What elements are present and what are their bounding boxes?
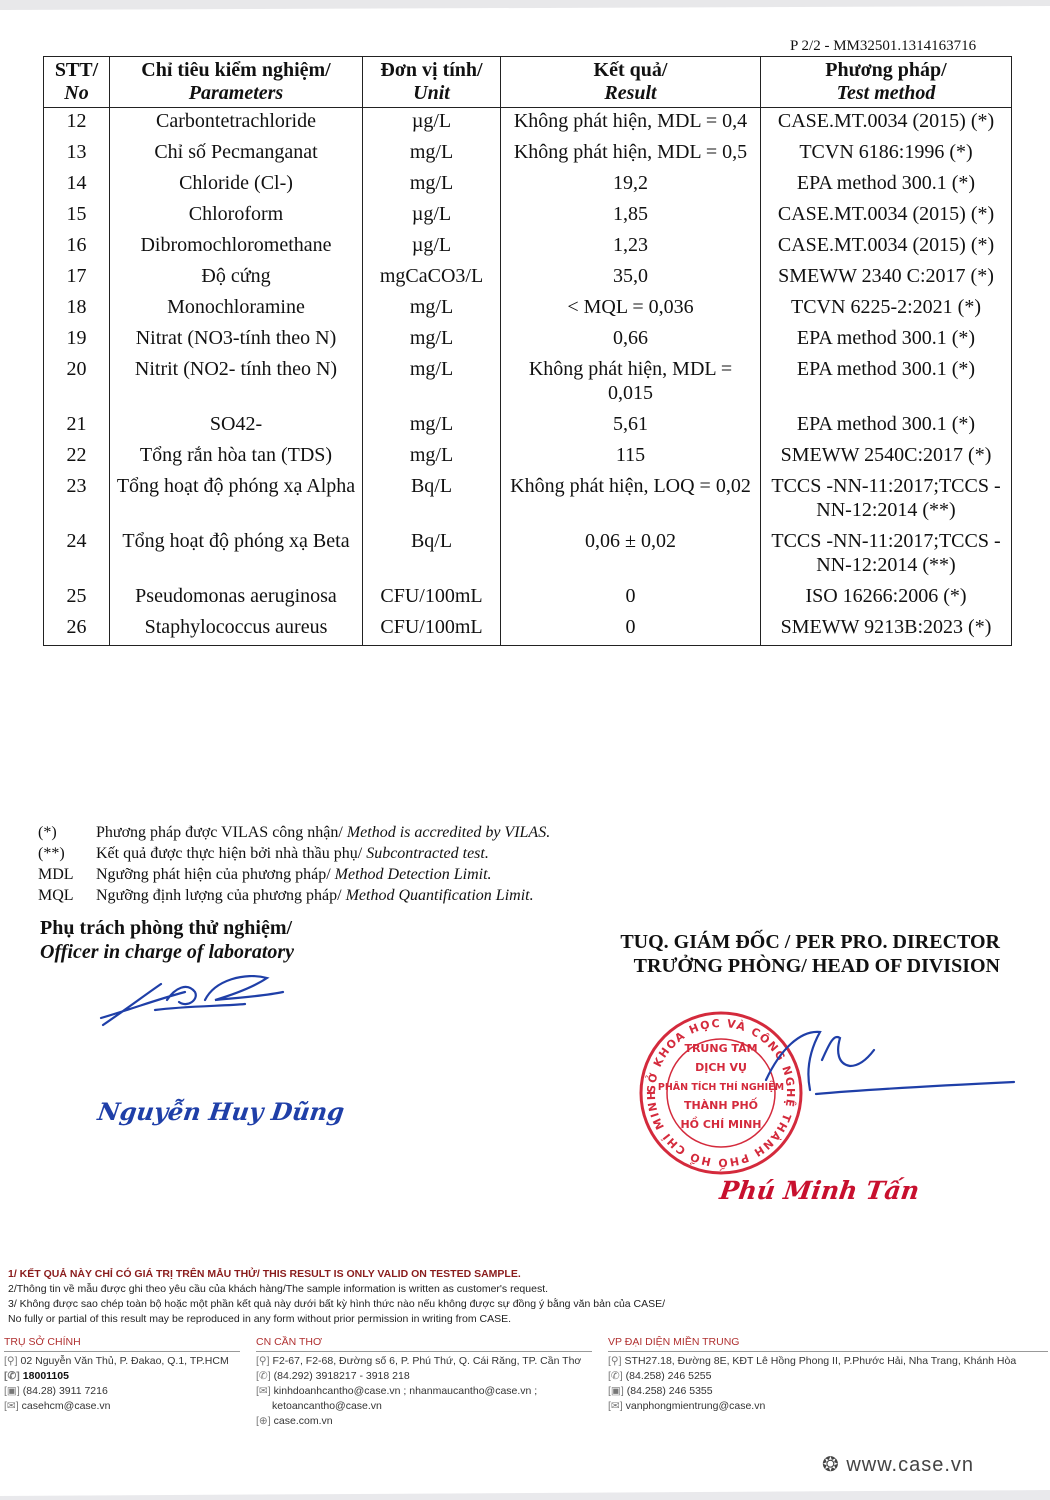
cell-unit: mgCaCO3/L bbox=[363, 263, 501, 294]
cell-method: EPA method 300.1 (*) bbox=[761, 170, 1012, 201]
results-table bbox=[43, 56, 1012, 646]
cell-result: Không phát hiện, MDL = 0,015 bbox=[501, 356, 761, 411]
note-symbol: MQL bbox=[38, 887, 74, 904]
cell-unit: CFU/100mL bbox=[363, 614, 501, 646]
table-row bbox=[44, 263, 1012, 294]
header-no: STT/ No bbox=[44, 57, 110, 108]
office-title: TRỤ SỞ CHÍNH bbox=[4, 1335, 240, 1352]
cell-method: SMEWW 2540C:2017 (*) bbox=[761, 442, 1012, 473]
cell-result: 5,61 bbox=[501, 411, 761, 442]
cell-param: Chloride (Cl-) bbox=[110, 170, 363, 201]
phone-icon: [✆] bbox=[608, 1370, 623, 1382]
cell-result: 0,66 bbox=[501, 325, 761, 356]
cell-result: 1,85 bbox=[501, 201, 761, 232]
header-method: Phương pháp/ Test method bbox=[761, 57, 1012, 108]
cell-method: SMEWW 2340 C:2017 (*) bbox=[761, 263, 1012, 294]
legend-notes bbox=[38, 822, 550, 906]
cell-param: Carbontetrachloride bbox=[110, 108, 363, 140]
note-vi: Ngưỡng phát hiện của phương pháp/ bbox=[96, 866, 331, 883]
header-unit: Đơn vị tính/ Unit bbox=[363, 57, 501, 108]
website[interactable]: ❂ www.case.vn bbox=[822, 1454, 975, 1476]
cell-no: 26 bbox=[44, 614, 110, 646]
page-number: P 2/2 - MM32501.1314163716 bbox=[790, 38, 977, 54]
table-row bbox=[44, 473, 1012, 528]
note-symbol: (*) bbox=[38, 824, 57, 841]
officer-block bbox=[40, 916, 294, 964]
cell-no: 23 bbox=[44, 473, 110, 528]
cell-unit: Bq/L bbox=[363, 473, 501, 528]
cell-result: < MQL = 0,036 bbox=[501, 294, 761, 325]
director-name: Phú Minh Tấn bbox=[717, 1176, 922, 1205]
cell-method: CASE.MT.0034 (2015) (*) bbox=[761, 201, 1012, 232]
note-item bbox=[38, 843, 550, 864]
officer-signature bbox=[95, 970, 285, 1032]
note-vi: Ngưỡng định lượng của phương pháp/ bbox=[96, 887, 342, 904]
cell-param: Dibromochloromethane bbox=[110, 232, 363, 263]
disclaimer-line: 1/ KẾT QUẢ NÀY CHỈ CÓ GIÁ TRỊ TRÊN MẪU THỬ/ THIS RESULT IS ONLY VALID ON TESTED SAMPLE. bbox=[8, 1268, 521, 1280]
cell-param: Tổng hoạt độ phóng xạ Beta bbox=[110, 528, 363, 583]
office-central: VP ĐẠI DIỆN MIỀN TRUNG [⚲] STH27.18, Đường 8E, KĐT Lê Hồng Phong II, P.Phước Hải, Nha Trang, Khánh Hòa [✆] (84.258) 246 5255 [▣] (84.258) 246 5355 [✉] vanphongmientrung@case.vn bbox=[608, 1335, 1048, 1414]
cell-no: 21 bbox=[44, 411, 110, 442]
cell-method: EPA method 300.1 (*) bbox=[761, 411, 1012, 442]
director-signature bbox=[760, 1020, 1020, 1100]
cell-param: Nitrat (NO3-tính theo N) bbox=[110, 325, 363, 356]
note-symbol: MDL bbox=[38, 866, 74, 883]
table-row bbox=[44, 356, 1012, 411]
fax-icon: [▣] bbox=[608, 1385, 624, 1397]
note-symbol: (**) bbox=[38, 845, 65, 862]
location-icon: [⚲] bbox=[256, 1355, 270, 1367]
office-title: VP ĐẠI DIỆN MIỀN TRUNG bbox=[608, 1335, 1048, 1352]
cell-method: ISO 16266:2006 (*) bbox=[761, 583, 1012, 614]
office-title: CN CẦN THƠ bbox=[256, 1335, 592, 1352]
cell-result: 0 bbox=[501, 583, 761, 614]
cell-no: 22 bbox=[44, 442, 110, 473]
officer-name: Nguyễn Huy Dũng bbox=[95, 1097, 347, 1126]
table-header-row bbox=[44, 57, 1012, 108]
phone-icon: [✆] bbox=[256, 1370, 271, 1382]
cell-param: Staphylococcus aureus bbox=[110, 614, 363, 646]
table-row bbox=[44, 201, 1012, 232]
cell-param: SO42- bbox=[110, 411, 363, 442]
cell-param: Tổng hoạt độ phóng xạ Alpha bbox=[110, 473, 363, 528]
mail-icon: [✉] bbox=[608, 1400, 623, 1412]
svg-text:HỒ CHÍ MINH: HỒ CHÍ MINH bbox=[680, 1118, 762, 1131]
cell-method: SMEWW 9213B:2023 (*) bbox=[761, 614, 1012, 646]
disclaimer-line: 3/ Không được sao chép toàn bộ hoặc một phần kết quả này dưới bất kỳ hình thức nào nếu không được sự đồng ý bằng văn bản của CASE/ bbox=[8, 1298, 666, 1310]
cell-method: CASE.MT.0034 (2015) (*) bbox=[761, 108, 1012, 140]
cell-unit: mg/L bbox=[363, 442, 501, 473]
note-en: Method Detection Limit. bbox=[334, 866, 492, 883]
note-vi: Kết quả được thực hiện bởi nhà thầu phụ/ bbox=[96, 845, 363, 862]
cell-unit: mg/L bbox=[363, 325, 501, 356]
officer-title-en: Officer in charge of laboratory bbox=[40, 941, 295, 963]
cell-param: Tổng rắn hòa tan (TDS) bbox=[110, 442, 363, 473]
office-cantho: CN CẦN THƠ [⚲] F2-67, F2-68, Đường số 6, P. Phú Thứ, Q. Cái Răng, TP. Cần Thơ [✆] (84.292) 3918217 - 3918 218 [✉] kinhdoanhcantho@case.vn ; nhanmaucantho@case.vn ; ketoancantho@case.vn [⊕] case.com.vn bbox=[256, 1335, 592, 1429]
cell-result: 19,2 bbox=[501, 170, 761, 201]
cell-no: 15 bbox=[44, 201, 110, 232]
note-en: Method Quantification Limit. bbox=[345, 887, 534, 904]
globe-icon: ❂ bbox=[822, 1454, 847, 1476]
cell-method: TCCS -NN-11:2017;TCCS -NN-12:2014 (**) bbox=[761, 473, 1012, 528]
fax-icon: [▣] bbox=[4, 1385, 20, 1397]
svg-text:THÀNH PHỐ: THÀNH PHỐ bbox=[683, 1099, 759, 1112]
cell-no: 17 bbox=[44, 263, 110, 294]
cell-result: Không phát hiện, LOQ = 0,02 bbox=[501, 473, 761, 528]
phone-icon: [✆] bbox=[4, 1370, 20, 1382]
cell-param: Chỉ số Pecmanganat bbox=[110, 139, 363, 170]
cell-result: 115 bbox=[501, 442, 761, 473]
disclaimer-line: No fully or partial of this result may be reproduced in any form without prior permission in writing from CASE. bbox=[8, 1313, 512, 1325]
cell-param: Monochloramine bbox=[110, 294, 363, 325]
table-row bbox=[44, 325, 1012, 356]
table-row bbox=[44, 232, 1012, 263]
note-item bbox=[38, 822, 550, 843]
note-en: Subcontracted test. bbox=[366, 845, 489, 862]
table-row bbox=[44, 170, 1012, 201]
table-row bbox=[44, 139, 1012, 170]
bottom-decor-strip bbox=[0, 1488, 1050, 1500]
cell-no: 19 bbox=[44, 325, 110, 356]
cell-unit: mg/L bbox=[363, 411, 501, 442]
note-item bbox=[38, 864, 550, 885]
location-icon: [⚲] bbox=[608, 1355, 622, 1367]
cell-param: Chloroform bbox=[110, 201, 363, 232]
cell-method: EPA method 300.1 (*) bbox=[761, 325, 1012, 356]
table-row bbox=[44, 583, 1012, 614]
cell-unit: mg/L bbox=[363, 170, 501, 201]
director-title: TUQ. GIÁM ĐỐC / PER PRO. DIRECTOR bbox=[620, 931, 1000, 953]
cell-unit: mg/L bbox=[363, 139, 501, 170]
cell-no: 13 bbox=[44, 139, 110, 170]
mail-icon: [✉] bbox=[256, 1385, 271, 1397]
cell-result: Không phát hiện, MDL = 0,5 bbox=[501, 139, 761, 170]
note-item bbox=[38, 885, 550, 906]
note-vi: Phương pháp được VILAS công nhận/ bbox=[96, 824, 343, 841]
cell-param: Pseudomonas aeruginosa bbox=[110, 583, 363, 614]
officer-title-vi: Phụ trách phòng thử nghiệm/ bbox=[40, 917, 293, 939]
table-row bbox=[44, 108, 1012, 140]
cell-result: 1,23 bbox=[501, 232, 761, 263]
cell-unit: µg/L bbox=[363, 108, 501, 140]
mail-icon: [✉] bbox=[4, 1400, 19, 1412]
cell-method: EPA method 300.1 (*) bbox=[761, 356, 1012, 411]
cell-unit: µg/L bbox=[363, 232, 501, 263]
web-icon: [⊕] bbox=[256, 1415, 271, 1427]
cell-no: 25 bbox=[44, 583, 110, 614]
cell-no: 24 bbox=[44, 528, 110, 583]
cell-result: 35,0 bbox=[501, 263, 761, 294]
footer-disclaimer bbox=[8, 1267, 665, 1327]
table-row bbox=[44, 614, 1012, 646]
svg-text:DỊCH VỤ: DỊCH VỤ bbox=[695, 1061, 747, 1074]
office-headquarters: TRỤ SỞ CHÍNH [⚲] 02 Nguyễn Văn Thủ, P. Đakao, Q.1, TP.HCM [✆] 18001105 [▣] (84.28) 3911 7216 [✉] casehcm@case.vn bbox=[4, 1335, 240, 1414]
svg-text:TRUNG TÂM: TRUNG TÂM bbox=[684, 1042, 758, 1055]
cell-no: 12 bbox=[44, 108, 110, 140]
division-title: TRƯỞNG PHÒNG/ HEAD OF DIVISION bbox=[633, 955, 1000, 977]
cell-result: Không phát hiện, MDL = 0,4 bbox=[501, 108, 761, 140]
header-parameters: Chỉ tiêu kiểm nghiệm/ Parameters bbox=[110, 57, 363, 108]
cell-unit: CFU/100mL bbox=[363, 583, 501, 614]
cell-unit: Bq/L bbox=[363, 528, 501, 583]
cell-no: 14 bbox=[44, 170, 110, 201]
note-en: Method is accredited by VILAS. bbox=[346, 824, 551, 841]
cell-no: 18 bbox=[44, 294, 110, 325]
cell-method: TCVN 6225-2:2021 (*) bbox=[761, 294, 1012, 325]
cell-unit: mg/L bbox=[363, 356, 501, 411]
cell-param: Nitrit (NO2- tính theo N) bbox=[110, 356, 363, 411]
cell-unit: mg/L bbox=[363, 294, 501, 325]
cell-unit: µg/L bbox=[363, 201, 501, 232]
disclaimer-line: 2/Thông tin về mẫu được ghi theo yêu cầu của khách hàng/The sample information is written as customer's request. bbox=[8, 1283, 549, 1295]
cell-method: TCVN 6186:1996 (*) bbox=[761, 139, 1012, 170]
table-row bbox=[44, 442, 1012, 473]
table-row bbox=[44, 411, 1012, 442]
cell-param: Độ cứng bbox=[110, 263, 363, 294]
table-row bbox=[44, 294, 1012, 325]
svg-text:SỞ KHOA HỌC VÀ CÔNG NGHỆ THÀNH: SỞ KHOA HỌC VÀ CÔNG NGHỆ THÀNH PHỐ HỒ CHÍ MINH bbox=[644, 1016, 798, 1170]
location-icon: [⚲] bbox=[4, 1355, 18, 1367]
svg-text:PHÂN TÍCH THÍ NGHIỆM: PHÂN TÍCH THÍ NGHIỆM bbox=[657, 1082, 785, 1093]
header-result: Kết quả/ Result bbox=[501, 57, 761, 108]
table-row bbox=[44, 528, 1012, 583]
cell-method: TCCS -NN-11:2017;TCCS -NN-12:2014 (**) bbox=[761, 528, 1012, 583]
cell-result: 0,06 ± 0,02 bbox=[501, 528, 761, 583]
top-decor-strip bbox=[0, 0, 1050, 12]
director-block bbox=[560, 930, 1000, 978]
cell-method: CASE.MT.0034 (2015) (*) bbox=[761, 232, 1012, 263]
cell-result: 0 bbox=[501, 614, 761, 646]
cell-no: 20 bbox=[44, 356, 110, 411]
cell-no: 16 bbox=[44, 232, 110, 263]
